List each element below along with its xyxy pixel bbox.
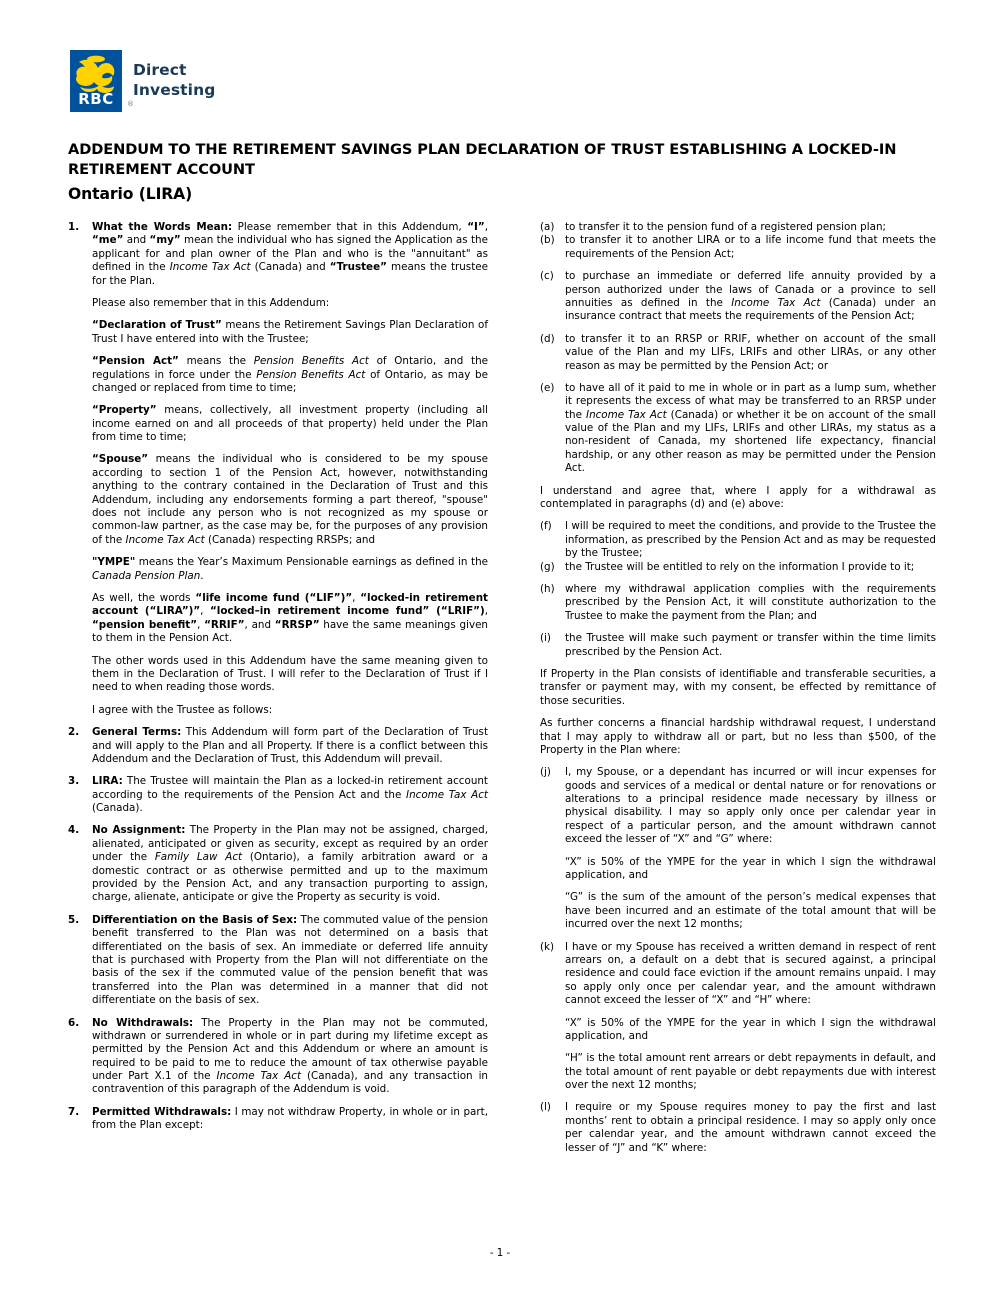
list-item-k-body: [565, 941, 936, 1093]
s1-term-i: “I”: [467, 221, 485, 233]
list-item-h-text: where my withdrawal application complies with the requirements prescribed by the Pension Act, it will constitute authorization to the Trustee to make the payment from the Plan; and: [565, 582, 936, 622]
aswell-pension-benefit: “pension benefit”: [92, 618, 198, 631]
def-ympe-ita: Canada Pension Plan: [92, 569, 201, 582]
brand-line-2: Investing: [133, 81, 216, 99]
section-4-paragraph: [92, 824, 488, 904]
definition-pension-act: [92, 355, 488, 395]
section-2-heading: General Terms:: [92, 726, 182, 739]
s1-term-trustee: “Trustee”: [329, 261, 387, 274]
def-pension-ita-2: Pension Benefits Act: [256, 368, 366, 381]
section-1-paragraph-1: [92, 221, 488, 288]
aswell-m: have the same meanings given to them in the Pension Act.: [92, 618, 488, 645]
def-pension-term: “Pension Act”: [92, 355, 179, 368]
section-6-number: 6.: [68, 1016, 80, 1029]
list-item-e-text: [565, 382, 936, 476]
list-item-j-text: I, my Spouse, or a dependant has incurred or will incur expenses for goods and services of a medical or dental nature or for renovations or alterations to a principal residence made necessary by illness or physical disability. I may so apply only once per calendar year in respect of a particular person, and the amount withdrawn cannot exceed the lesser of “X” and “G” where:: [565, 766, 936, 846]
list-item-d-text: to transfer it to an RRSP or RRIF, whether on account of the small value of the Plan and my LIFs, LRIFs and other LIRAs, or any other reason as may be permitted by the Pension Act; or: [565, 332, 936, 372]
aswell-g: ,: [484, 605, 489, 618]
list-item-a-text: to transfer it to the pension fund of a registered pension plan;: [565, 221, 886, 233]
section-4-ita: Family Law Act: [154, 851, 243, 864]
def-pension-a: means the: [178, 355, 254, 368]
aswell-i: ,: [197, 618, 205, 631]
def-pension-ita-1: Pension Benefits Act: [253, 355, 369, 368]
def-spouse-ita: Income Tax Act: [125, 533, 205, 546]
s1-term-me: “me”: [92, 234, 124, 247]
def-dot-term: “Declaration of Trust”: [92, 319, 222, 332]
left-column: [68, 221, 488, 1142]
list-item-c-text: [565, 270, 936, 324]
def-pension-c: of Ontario, as may be changed or replaced from time to time;: [92, 368, 488, 394]
def-property-term: “Property”: [92, 404, 157, 417]
list-item-k-sub-x: “X” is 50% of the YMPE for the year in which I sign the withdrawal application, and: [565, 1016, 936, 1042]
aswell-a: As well, the words: [92, 591, 196, 604]
list-item-b-label: (b): [540, 234, 555, 247]
list-item-j-label: (j): [540, 766, 551, 779]
list-item-i-label: (i): [540, 632, 551, 645]
section-4-body: [92, 824, 488, 904]
section-5-number: 5.: [68, 913, 80, 926]
list-item-c: [540, 270, 936, 324]
list-item-l-text: I require or my Spouse requires money to pay the first and last months’ rent to obtain a principal residence. I may so apply only once per calendar year, and the amount withdrawn cannot exceed the lesser of “J” and “K” where:: [565, 1101, 936, 1154]
securities-paragraph: If Property in the Plan consists of identifiable and transferable securities, a transfer or payment may, with my consent, be effected by remittance of those securities.: [540, 667, 936, 707]
agree-paragraph: I agree with the Trustee as follows:: [92, 703, 273, 716]
section-1-heading: What the Words Mean:: [92, 221, 233, 233]
as-well-paragraph: [92, 592, 488, 646]
rbc-direct-investing-logo: [70, 50, 215, 112]
section-7: [68, 1106, 488, 1133]
list-item-g-text: the Trustee will be entitled to rely on the information I provide to it;: [565, 560, 915, 573]
aswell-lif: “life income fund (“LIF”)”: [195, 591, 353, 604]
list-item-g-label: (g): [540, 560, 555, 573]
def-dot-text: means the Retirement Savings Plan Declaration of Trust I have entered into with the Trustee;: [92, 319, 488, 345]
list-item-j-sub-x: “X” is 50% of the YMPE for the year in which I sign the withdrawal application, and: [565, 855, 936, 882]
section-6-text-a: The Property in the Plan may not be commuted, withdrawn or surrendered in whole or in part during my lifetime except as permitted by the Pension Act and this Addendum or where an amount is required to be paid to me to reduce the amount of tax otherwise payable under Part X.1 of the: [92, 1016, 488, 1083]
def-ympe-term: "YMPE": [92, 556, 136, 569]
section-6: [68, 1017, 488, 1097]
section-3-body: [92, 775, 488, 815]
list-item-k-label: (k): [540, 940, 555, 953]
list-item-k-sub-h: “H” is the total amount rent arrears or debt repayments in default, and the total amount of rent payable or debt repayments due with interest over the next 12 months;: [565, 1052, 936, 1092]
section-1: [68, 221, 488, 717]
section-5: [68, 914, 488, 1008]
section-3-number: 3.: [68, 775, 80, 788]
def-property-text: means, collectively, all investment property (including all income earned on and all proceeds of that property) held under the Plan from time to time;: [92, 404, 488, 444]
definition-ympe: [92, 556, 488, 583]
section-4-heading: No Assignment:: [92, 824, 186, 837]
list-item-e-label: (e): [540, 381, 555, 394]
list-item-i-text: the Trustee will make such payment or transfer within the time limits prescribed by the Pension Act.: [565, 632, 936, 658]
e-ita: Income Tax Act: [586, 408, 667, 421]
list-item-l-label: (l): [540, 1101, 551, 1114]
section-2: [68, 726, 488, 766]
section-5-text: The commuted value of the pension benefit transferred to the Plan was not determined on a basis that differentiated on the basis of sex. An immediate or deferred life annuity that is purchased with Property from the Plan will not differentiate on the basis of the sex if the commuted value of the pension benefit that was transferred into the Plan was determined in a manner that did not differentiate on the basis of sex.: [92, 913, 488, 1007]
list-item-j: [540, 766, 936, 931]
section-6-paragraph: [92, 1017, 488, 1097]
def-ympe-a: means the Year’s Maximum Pensionable earnings as defined in the: [135, 556, 488, 569]
section-3-text-b: (Canada).: [92, 802, 143, 815]
brand-line-1: Direct: [133, 61, 187, 80]
section-6-text-b: (Canada), and any transaction in contravention of this paragraph of the Addendum is void.: [92, 1070, 488, 1096]
section-3-ita: Income Tax Act: [406, 788, 488, 801]
list-item-j-body: [565, 766, 936, 931]
section-6-heading: No Withdrawals:: [92, 1016, 194, 1029]
section-7-body: [92, 1106, 488, 1133]
list-item-f: [540, 520, 936, 560]
page-number: - 1 -: [489, 1248, 511, 1259]
section-4-text-b: (Ontario), a family arbitration award or a domestic contract or as otherwise permitted and up to the maximum provided by the Pension Act, and any transaction purporting to assign, charge, alienate, anticipate or give the Property as security is void.: [92, 851, 488, 904]
section-2-body: [92, 726, 488, 766]
document-title: ADDENDUM TO THE RETIREMENT SAVINGS PLAN DECLARATION OF TRUST ESTABLISHING A LOCKED-IN RETIREMENT ACCOUNT: [68, 141, 897, 178]
list-item-h: [540, 583, 936, 623]
list-item-a-label: (a): [540, 221, 555, 233]
s1-t1: Please remember that in this Addendum,: [232, 221, 468, 233]
section-4: [68, 824, 488, 904]
section-3-text-a: The Trustee will maintain the Plan as a locked-in retirement account according to the requirements of the Pension Act and the: [92, 775, 488, 801]
section-2-number: 2.: [68, 726, 80, 739]
section-1-body: [92, 221, 488, 717]
list-item-f-label: (f): [540, 520, 552, 533]
aswell-c: ,: [352, 591, 361, 604]
rbc-wordmark: RBC: [78, 90, 114, 108]
s1-t3: and: [123, 234, 150, 247]
rbc-shield-icon: [70, 50, 122, 112]
section-3-paragraph: [92, 775, 488, 815]
registered-trademark-mark: ®: [127, 100, 134, 108]
def-pension-b: of Ontario, and the regulations in force under the: [92, 355, 488, 381]
list-item-i: [540, 632, 936, 659]
section-7-number: 7.: [68, 1105, 80, 1118]
section-5-paragraph: [92, 914, 488, 1008]
list-item-e: [540, 382, 936, 476]
section-7-paragraph: [92, 1106, 488, 1133]
section-5-heading: Differentiation on the Basis of Sex:: [92, 913, 298, 926]
section-3-heading: LIRA:: [92, 775, 123, 788]
list-item-g: [540, 561, 936, 574]
section-2-paragraph: [92, 726, 488, 766]
brand-name: [133, 61, 215, 101]
list-item-f-text: I will be required to meet the conditions, and provide to the Trustee the information, as prescribed by the Pension Act and as may be requested by the Trustee;: [565, 520, 936, 560]
s1-t2: ,: [484, 221, 488, 233]
s1-t4: mean the individual who has signed the Application as the applicant for and plan owner of the Plan and who is the "annuitant" as defined in the: [92, 234, 488, 274]
e-text-a: to have all of it paid to me in whole or in part as a lump sum, whether it represents the excess of what may be transferred to an RRSP under the: [565, 381, 936, 421]
section-6-ita: Income Tax Act: [216, 1070, 302, 1083]
section-6-body: [92, 1017, 488, 1097]
c-ita: Income Tax Act: [731, 296, 821, 309]
document-subtitle: Ontario (LIRA): [68, 185, 193, 203]
aswell-rrif: “RRIF”: [204, 618, 245, 631]
list-item-b-text: to transfer it to another LIRA or to a life income fund that meets the requirements of the Pension Act;: [565, 234, 936, 260]
section-7-heading: Permitted Withdrawals:: [92, 1105, 232, 1118]
section-5-body: [92, 914, 488, 1008]
s1-ita-1: Income Tax Act: [169, 261, 251, 274]
definition-spouse: [92, 453, 488, 547]
list-item-a: [540, 221, 936, 234]
aswell-k: , and: [244, 618, 275, 631]
aswell-lira: “locked-in retirement account (“LIRA”)”: [92, 591, 488, 618]
section-2-text: This Addendum will form part of the Declaration of Trust and will apply to the Plan and all Property. If there is a conflict between this Addendum and the Declaration of Trust, this Addendum will prevail.: [92, 726, 489, 765]
right-column: [540, 221, 936, 1164]
withdrawal-intro-paragraph: I understand and agree that, where I apply for a withdrawal as contemplated in paragraphs (d) and (e) above:: [540, 484, 936, 511]
list-item-j-sub-g: “G” is the sum of the amount of the person’s medical expenses that have been incurred and an estimate of the total amount that will be incurred over the next 12 months;: [565, 891, 936, 931]
definition-declaration-of-trust: [92, 319, 488, 346]
list-item-d-label: (d): [540, 332, 555, 345]
aswell-e: ,: [200, 605, 210, 618]
s1-t5: (Canada) and: [250, 261, 330, 274]
s1-t6: means the trustee for the Plan.: [92, 261, 488, 287]
def-spouse-a: means the individual who is considered to be my spouse according to section 1 of the Pension Act, however, notwithstanding anything to the contrary contained in the Declaration of Trust and this Addendum, including any endorsements forming a part thereof, "spouse" does not include any person who is not recognized as my spouse or common-law partner, as the case may be, for the purposes of any provision of the: [92, 453, 488, 546]
list-item-l: [540, 1101, 936, 1155]
c-text-b: (Canada) under an insurance contract that meets the requirements of the Pension Act;: [565, 296, 937, 323]
list-item-b: [540, 234, 936, 261]
section-1-number: 1.: [68, 221, 80, 233]
aswell-lrif: “locked–in retirement income fund” (“LRIF”): [209, 605, 485, 618]
section-7-text: I may not withdraw Property, in whole or in part, from the Plan except:: [92, 1105, 488, 1132]
section-4-text-a: The Property in the Plan may not be assigned, charged, alienated, anticipated or given as security, except as required by an order under the: [92, 824, 488, 864]
list-item-k-text: I have or my Spouse has received a written demand in respect of rent arrears on, a default on a debt that is secured against, a principal residence and could face eviction if the amount remains unpaid. I may so apply only once per calendar year, and the amount withdrawn cannot exceed the lesser of “X” and “H” where:: [565, 940, 936, 1007]
list-item-h-label: (h): [540, 582, 555, 595]
list-item-c-label: (c): [540, 270, 554, 283]
list-item-k: [540, 941, 936, 1093]
s1-term-my: “my”: [149, 234, 181, 247]
other-words-paragraph: The other words used in this Addendum have the same meaning given to them in the Declaration of Trust. I will refer to the Declaration of Trust if I need to when reading those words.: [92, 654, 488, 694]
c-text-a: to purchase an immediate or deferred life annuity provided by a person authorized under the laws of Canada or a province to sell annuities as defined in the: [565, 270, 936, 309]
def-spouse-term: “Spouse”: [92, 453, 149, 466]
section-1-paragraph-2: Please also remember that in this Addendum:: [92, 296, 330, 309]
list-item-d: [540, 333, 936, 373]
def-ympe-b: .: [200, 569, 204, 582]
e-text-b: (Canada) or whether it be on account of the small value of the Plan and my LIFs, LRIFs and other LIRAs, my status as a non-resident of Canada, my shortened life expectancy, financial hardship, or any other reason as may be permitted under the Pension Act.: [565, 408, 937, 475]
definition-property: [92, 404, 488, 444]
aswell-rrsp: “RRSP”: [274, 618, 320, 631]
section-4-number: 4.: [68, 824, 80, 837]
def-spouse-b: (Canada) respecting RRSPs; and: [204, 533, 376, 546]
hardship-intro-paragraph: As further concerns a financial hardship withdrawal request, I understand that I may apply to withdraw all or part, but no less than $500, of the Property in the Plan where:: [540, 717, 936, 756]
section-3: [68, 775, 488, 815]
